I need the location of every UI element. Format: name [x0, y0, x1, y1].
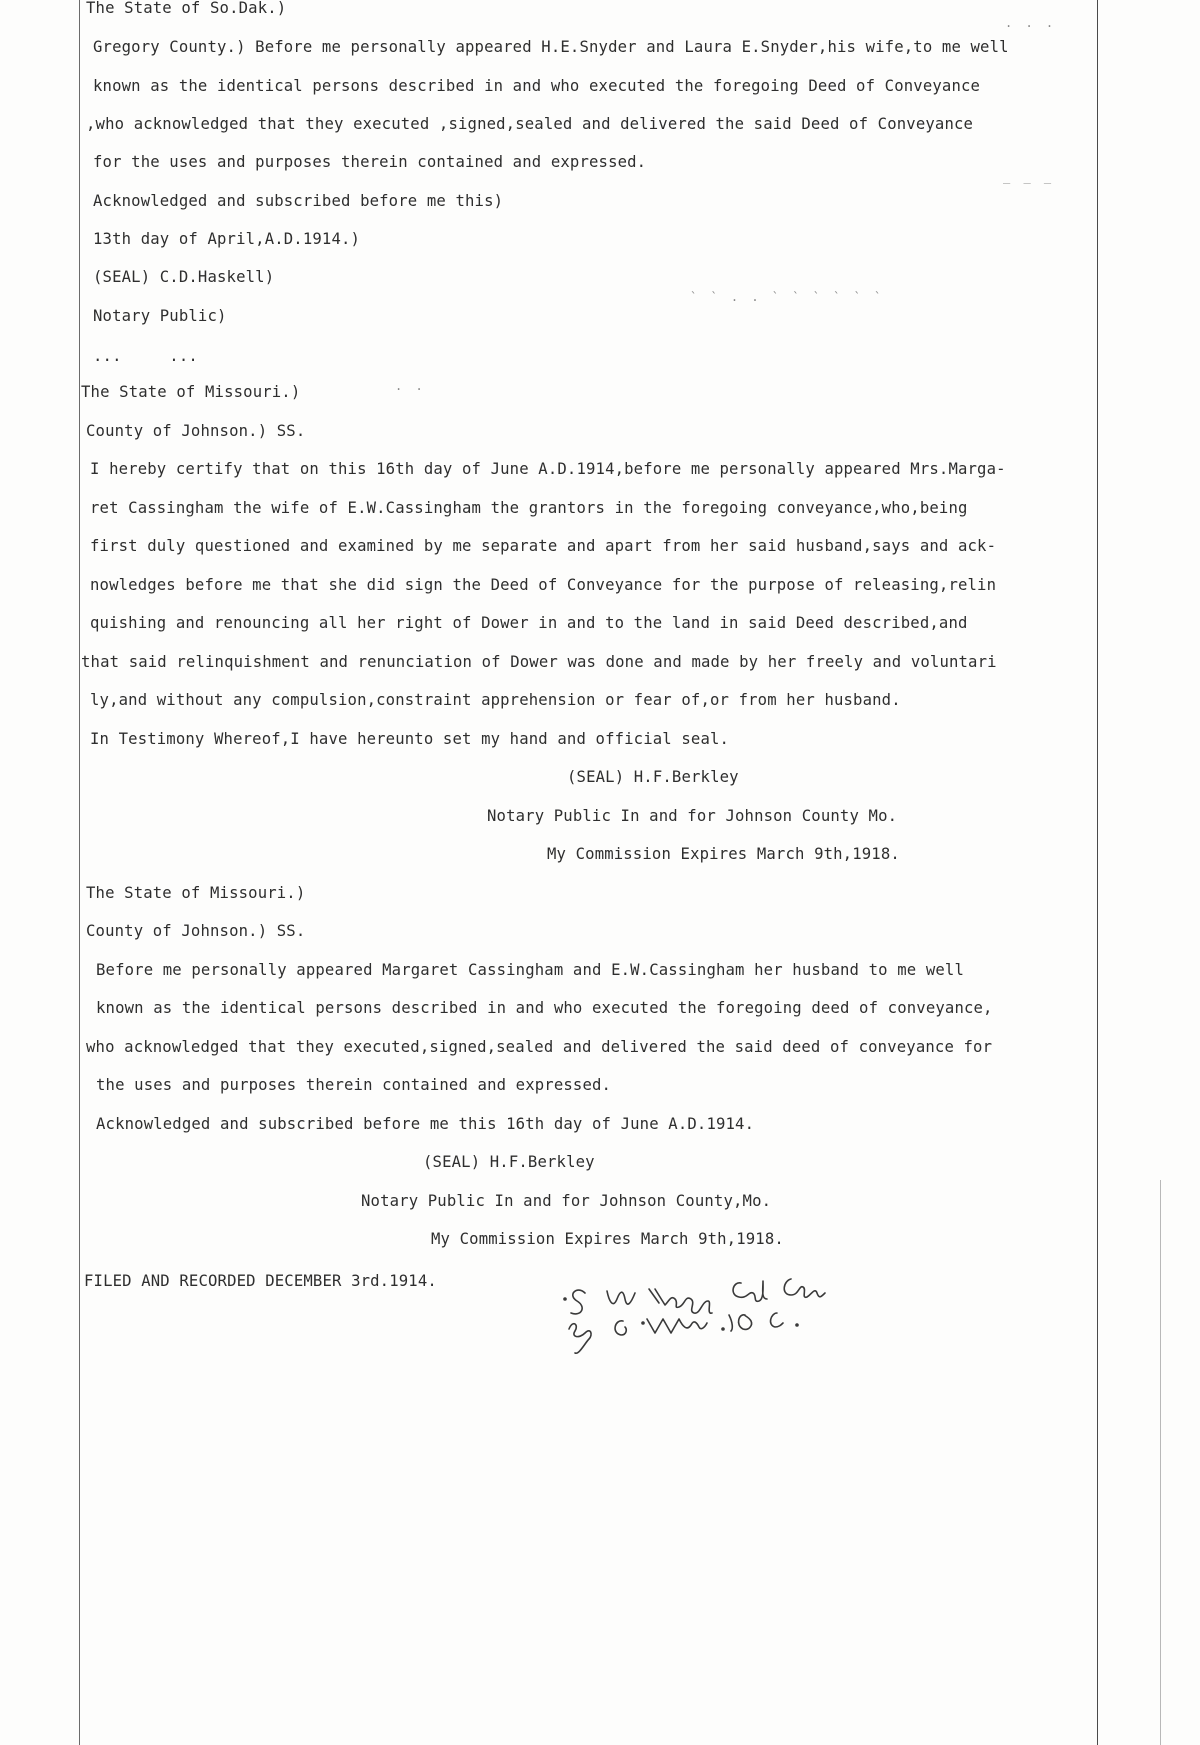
block1-line-5: Acknowledged and subscribed before me this) [93, 192, 504, 210]
block1-line-1: Gregory County.) Before me personally appeared H.E.Snyder and Laura E.Snyder,his wife,to me well [93, 38, 1009, 56]
block3-county: County of Johnson.) SS. [86, 922, 306, 940]
speck-marks: . . . [1005, 16, 1057, 30]
block2-heading: The State of Missouri.) [81, 383, 301, 401]
block3-line-2: known as the identical persons described in and who executed the foregoing deed of conveyance, [96, 999, 993, 1017]
block2-line-3: first duly questioned and examined by me separate and apart from her said husband,says and ack- [90, 537, 997, 555]
block1-line-6: 13th day of April,A.D.1914.) [93, 230, 361, 248]
block2-line-1: I hereby certify that on this 16th day of June A.D.1914,before me personally appeared Mrs.Marga- [90, 460, 1006, 478]
block1-separator: ... ... [93, 347, 198, 365]
page-edge-line [1160, 1180, 1161, 1745]
block2-seal: (SEAL) H.F.Berkley [567, 768, 739, 786]
block1-heading: The State of So.Dak.) [86, 0, 287, 17]
clerk-signature-icon [545, 1265, 935, 1365]
block3-commission: My Commission Expires March 9th,1918. [431, 1230, 784, 1248]
block3-line-4: the uses and purposes therein contained and expressed. [96, 1076, 612, 1094]
block2-line-2: ret Cassingham the wife of E.W.Cassingham the grantors in the foregoing conveyance,who,being [90, 499, 968, 517]
left-margin-rule [79, 0, 80, 1745]
speck-marks: ` ` . . ` ` ` ` ` ` [690, 290, 885, 304]
block3-line-1: Before me personally appeared Margaret Cassingham and E.W.Cassingham her husband to me well [96, 961, 964, 979]
block2-line-6: that said relinquishment and renunciation of Dower was done and made by her freely and voluntari [81, 653, 997, 671]
block2-line-4: nowledges before me that she did sign the Deed of Conveyance for the purpose of releasing,relin [90, 576, 997, 594]
block2-county: County of Johnson.) SS. [86, 422, 306, 440]
block3-line-5: Acknowledged and subscribed before me this 16th day of June A.D.1914. [96, 1115, 755, 1133]
block1-line-8: Notary Public) [93, 307, 227, 325]
block2-line-7: ly,and without any compulsion,constraint apprehension or fear of,or from her husband. [90, 691, 901, 709]
sig-stroke [571, 1290, 585, 1314]
speck-marks: . . [395, 379, 426, 393]
block3-heading: The State of Missouri.) [86, 884, 306, 902]
block2-commission: My Commission Expires March 9th,1918. [547, 845, 900, 863]
block3-notary: Notary Public In and for Johnson County,Mo. [361, 1192, 772, 1210]
block1-line-7: (SEAL) C.D.Haskell) [93, 268, 275, 286]
block2-notary: Notary Public In and for Johnson County Mo. [487, 807, 898, 825]
block3-seal: (SEAL) H.F.Berkley [423, 1153, 595, 1171]
block2-line-5: quishing and renouncing all her right of Dower in and to the land in said Deed described,and [90, 614, 968, 632]
block1-line-3: ,who acknowledged that they executed ,signed,sealed and delivered the said Deed of Conveyance [86, 115, 974, 133]
block3-line-3: who acknowledged that they executed,signed,sealed and delivered the said deed of conveyance for [86, 1038, 993, 1056]
filed-and-recorded: FILED AND RECORDED DECEMBER 3rd.1914. [84, 1272, 437, 1290]
block1-line-2: known as the identical persons described in and who executed the foregoing Deed of Conveyance [93, 77, 981, 95]
block2-line-8: In Testimony Whereof,I have hereunto set my hand and official seal. [90, 730, 730, 748]
block1-line-4: for the uses and purposes therein contained and expressed. [93, 153, 647, 171]
speck-marks: _ _ _ [1003, 170, 1055, 184]
right-margin-rule [1097, 0, 1098, 1745]
